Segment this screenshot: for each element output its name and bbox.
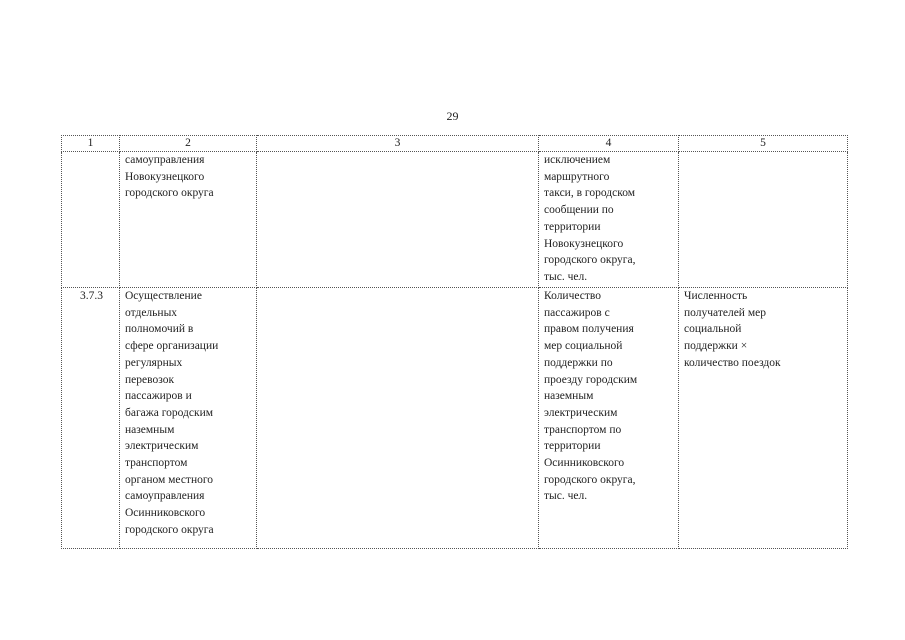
cell-activity (120, 288, 257, 549)
column-header-1: 1 (62, 136, 120, 152)
cell-activity-text: самоуправления Новокузнецкого городского округа (125, 154, 214, 200)
cell-indicator-text: Количество пассажиров с правом получения мер социальной поддержки по проезду городским наземным электрическим транспортом по территории Осинниковского городского округа, тыс. чел. (544, 290, 638, 503)
cell-formula (679, 152, 848, 288)
table-header-row (62, 136, 848, 152)
page-number: 29 (446, 109, 459, 123)
cell-formula (679, 288, 848, 549)
cell-activity (120, 152, 257, 288)
row-number: 3.7.3 (62, 288, 120, 549)
table-row (62, 288, 848, 549)
cell-col3 (257, 152, 539, 288)
indicators-table (61, 135, 848, 549)
cell-formula-text: Численность получателей мер социальной поддержки × количество поездок (684, 290, 781, 369)
column-header-2: 2 (120, 136, 257, 152)
cell-indicator (539, 288, 679, 549)
column-header-4: 4 (539, 136, 679, 152)
cell-activity-text: Осуществление отдельных полномочий в сфере организации регулярных перевозок пассажиров и багажа городским наземным электрическим транспортом органом местного самоуправления Осинниковского городского округа (125, 290, 219, 536)
cell-indicator-text: исключением маршрутного такси, в городском сообщении по территории Новокузнецкого городского округа, тыс. чел. (544, 154, 636, 283)
column-header-3: 3 (257, 136, 539, 152)
cell-col3 (257, 288, 539, 549)
cell-indicator (539, 152, 679, 288)
table-row (62, 152, 848, 288)
column-header-5: 5 (679, 136, 848, 152)
row-number (62, 152, 120, 288)
